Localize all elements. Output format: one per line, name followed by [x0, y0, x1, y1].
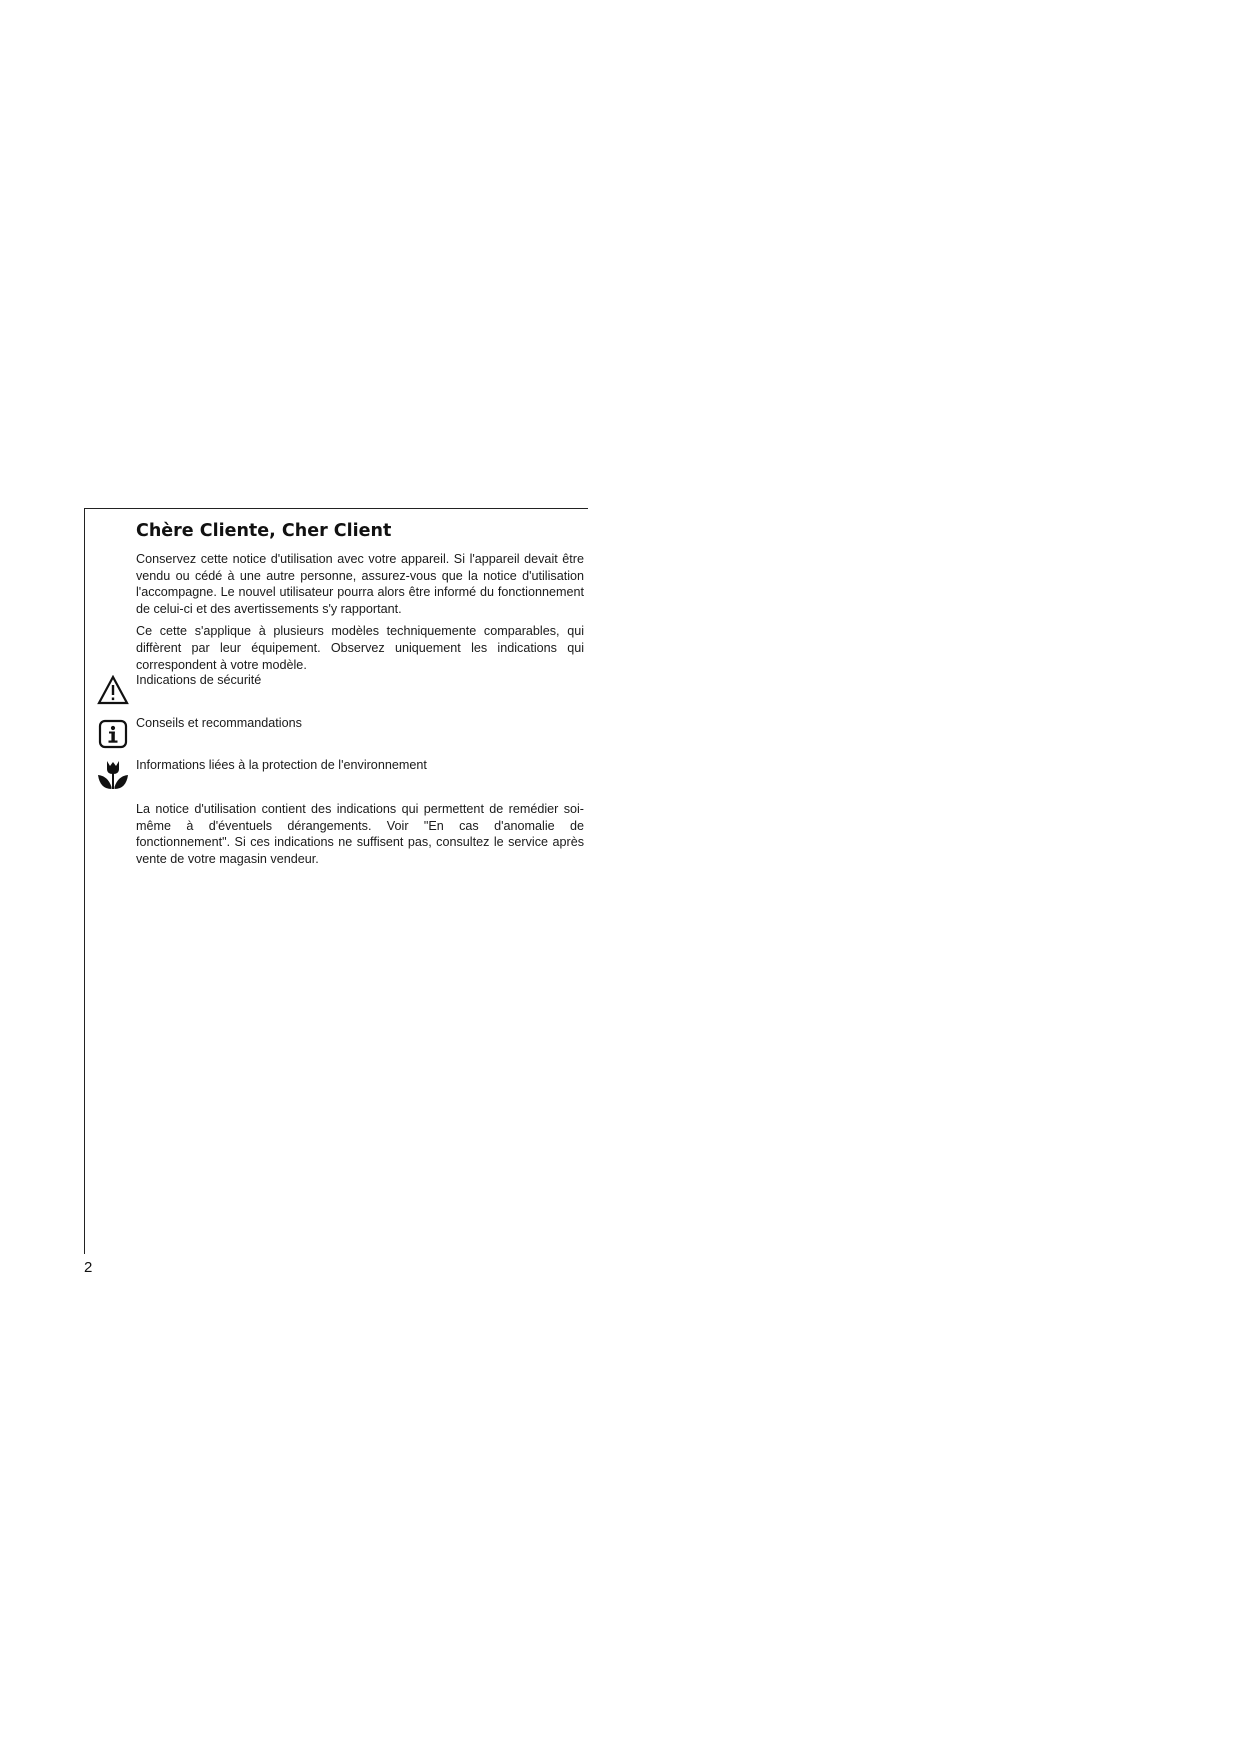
left-margin-rule	[84, 508, 85, 1254]
closing-paragraph: La notice d'utilisation contient des indications qui permettent de remédier soi-même à d'éventuels dérangements. Voir "En cas d'anomalie de fonctionnement". Si ces indications ne suffisent pas, consultez le service après vente de votre magasin vendeur.	[136, 802, 584, 866]
environment-flower-icon	[97, 759, 129, 791]
legend-item-tips: Conseils et recommandations	[136, 716, 302, 730]
intro-paragraph-1: Conservez cette notice d'utilisation avec votre appareil. Si l'appareil devait être vendu ou cédé à une autre personne, assurez-vous que la notice d'utilisation l'accompagne. Le nouvel utilisateur pourra alors être informé du fonctionnement de celui-ci et des avertissements s'y rapportant.	[136, 552, 584, 616]
closing-section	[136, 801, 584, 873]
legend-item-safety: Indications de sécurité	[136, 673, 262, 687]
page-number: 2	[84, 1259, 93, 1276]
legend-item-environment: Informations liées à la protection de l'environnement	[136, 758, 427, 772]
warning-triangle-icon	[97, 675, 129, 705]
intro-section	[136, 519, 584, 679]
page-title: Chère Cliente, Cher Client	[136, 521, 392, 541]
info-icon	[98, 719, 128, 749]
top-rule	[84, 508, 588, 509]
intro-paragraph-2: Ce cette s'applique à plusieurs modèles techniquemente comparables, qui diffèrent par leur équipement. Observez uniquement les indications qui correspondent à votre modèle.	[136, 624, 584, 672]
